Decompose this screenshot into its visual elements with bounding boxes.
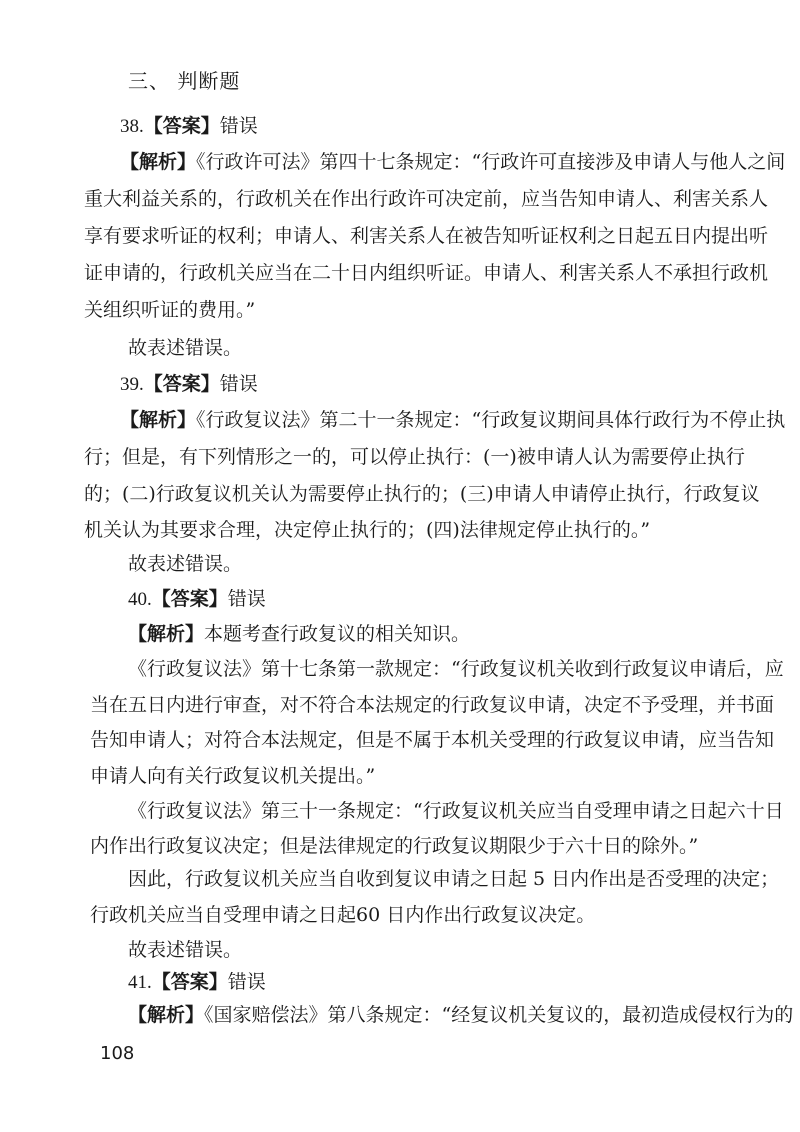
q40-paragraph1-line-2: 当在五日内进行审查，对不符合本法规定的行政复议申请，决定不予受理，并书面 [90, 694, 775, 716]
answer-tag: 【答案】 [151, 971, 228, 993]
q38-analysis-line-2: 重大利益关系的，行政机关在作出行政许可决定前，应当告知申请人、利害关系人 [84, 188, 769, 210]
q41-analysis-line-1 [128, 1003, 793, 1027]
q41-number: 41. [128, 972, 152, 993]
q39-analysis-line-3: 的；(二)行政复议机关认为需要停止执行的；(三)申请人申请停止执行，行政复议 [84, 483, 760, 505]
q41-answer: 错误 [227, 971, 266, 993]
q38-analysis-line-1 [120, 150, 785, 174]
q38-conclusion: 故表述错误。 [128, 337, 243, 359]
q39-answer-line [120, 372, 258, 397]
analysis-tag: 【解析】 [128, 1004, 205, 1026]
q38-analysis-line-4: 证申请的，行政机关应当在二十日内组织听证。申请人、利害关系人不承担行政机 [84, 262, 769, 284]
q39-analysis-text-1: 《行政复议法》第二十一条规定：“行政复议期间具体行政行为不停止执 [196, 409, 786, 431]
q40-answer: 错误 [227, 588, 266, 610]
q39-conclusion: 故表述错误。 [128, 553, 243, 575]
q39-analysis-line-1 [120, 408, 785, 432]
q38-answer-line [120, 114, 258, 139]
analysis-tag: 【解析】 [120, 151, 197, 173]
answer-tag: 【答案】 [143, 373, 220, 395]
q39-answer: 错误 [219, 373, 258, 395]
q40-analysis-line-1 [128, 622, 470, 646]
q41-analysis-text-1: 《国家赔偿法》第八条规定：“经复议机关复议的，最初造成侵权行为的 [204, 1004, 794, 1026]
answer-tag: 【答案】 [143, 115, 220, 137]
q40-paragraph1-line-1: 《行政复议法》第十七条第一款规定：“行政复议机关收到行政复议申请后，应 [128, 658, 784, 680]
page-number: 108 [100, 1043, 135, 1064]
q40-analysis-text-1: 本题考查行政复议的相关知识。 [204, 623, 471, 645]
q40-paragraph1-line-3: 告知申请人；对符合本法规定，但是不属于本机关受理的行政复议申请，应当告知 [90, 729, 775, 751]
q40-answer-line [128, 587, 266, 612]
q40-paragraph2-line-1: 《行政复议法》第三十一条规定：“行政复议机关应当自受理申请之日起六十日 [128, 800, 784, 822]
section-heading: 三、 判断题 [128, 69, 241, 93]
answer-tag: 【答案】 [151, 588, 228, 610]
q38-analysis-text-1: 《行政许可法》第四十七条规定：“行政许可直接涉及申请人与他人之间 [196, 151, 786, 173]
q40-paragraph3-line-1: 因此，行政复议机关应当自收到复议申请之日起 5 日内作出是否受理的决定； [128, 868, 780, 890]
q39-number: 39. [120, 374, 144, 395]
q40-paragraph3-line-2: 行政机关应当自受理申请之日起60 日内作出行政复议决定。 [90, 904, 596, 926]
analysis-tag: 【解析】 [128, 623, 205, 645]
q40-conclusion: 故表述错误。 [128, 939, 243, 961]
q39-analysis-line-4: 机关认为其要求合理，决定停止执行的；(四)法律规定停止执行的。” [84, 519, 651, 541]
q40-number: 40. [128, 589, 152, 610]
analysis-tag: 【解析】 [120, 409, 197, 431]
q38-analysis-line-5: 关组织听证的费用。” [84, 299, 256, 321]
q38-analysis-line-3: 享有要求听证的权利；申请人、利害关系人在被告知听证权利之日起五日内提出听 [84, 225, 769, 247]
q39-analysis-line-2: 行；但是，有下列情形之一的，可以停止执行：(一)被申请人认为需要停止执行 [84, 446, 745, 468]
q38-answer: 错误 [219, 115, 258, 137]
q40-paragraph1-line-4: 申请人向有关行政复议机关提出。” [90, 765, 376, 787]
q40-paragraph2-line-2: 内作出行政复议决定；但是法律规定的行政复议期限少于六十日的除外。” [90, 835, 699, 857]
q38-number: 38. [120, 116, 144, 137]
q41-answer-line [128, 970, 266, 995]
